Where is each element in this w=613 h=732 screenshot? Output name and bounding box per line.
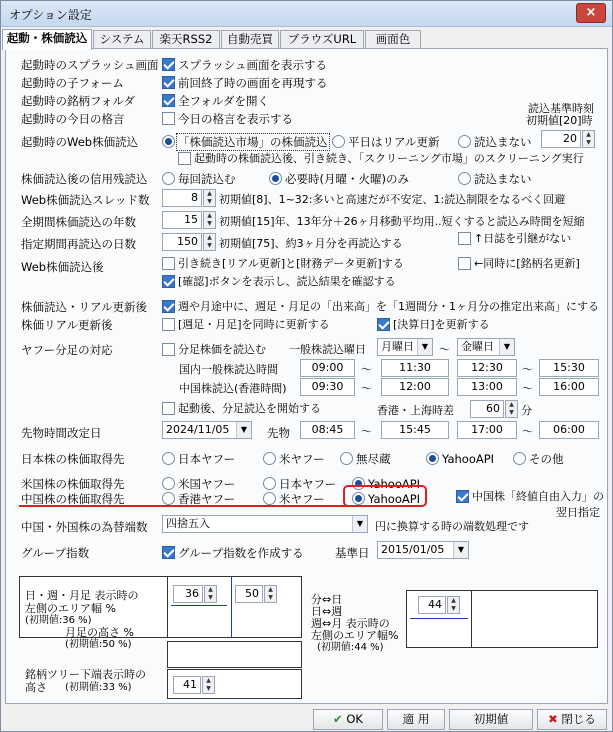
credit-every-radio-label: 毎回読込む [178, 172, 236, 186]
motto-label: 起動時の今日の格言 [21, 112, 125, 126]
basetime-spinner[interactable]: ▲ ▼ [582, 130, 595, 148]
right-t5: (初期値:44 %) [317, 642, 384, 653]
web-startup-label: 起動時のWeb株価読込 [21, 135, 139, 149]
month-height-input[interactable]: 50 [235, 585, 263, 603]
init-button[interactable]: 初期値 [449, 709, 533, 730]
ok-label: OK [346, 712, 363, 726]
tilde: ～ [361, 425, 372, 438]
years-spinner[interactable]: ▲ ▼ [203, 211, 216, 229]
jp-other-radio[interactable] [513, 452, 526, 465]
web-realtime-radio[interactable] [332, 135, 345, 148]
base-date-value: 2015/01/05 [381, 543, 445, 556]
domestic-t3[interactable]: 12:30 [457, 359, 517, 377]
web-none-radio[interactable] [458, 135, 471, 148]
us-yahooapi-label: YahooAPI [368, 477, 421, 491]
fx-value: 四捨五入 [166, 517, 210, 530]
jp-yahooapi-label: YahooAPI [442, 452, 495, 466]
after-name-checkbox-label: ←同時に[銘柄名更新] [474, 257, 580, 270]
thread-input[interactable]: 8 [162, 189, 202, 207]
width-arrow [171, 605, 227, 606]
days-label: 指定期間再読込の日数 [21, 237, 136, 251]
confirm-checkbox[interactable] [162, 275, 175, 288]
futures-word: 先物 [267, 426, 290, 440]
tree-t2: 高さ [25, 681, 47, 694]
group-label: グループ指数 [21, 546, 90, 560]
china-t3[interactable]: 13:00 [457, 378, 517, 396]
x-icon: ✖ [548, 712, 558, 726]
tree-height-spinner[interactable]: ▲ ▼ [202, 676, 215, 694]
china-t1[interactable]: 09:30 [300, 378, 355, 396]
folder-checkbox[interactable] [162, 94, 175, 107]
chevron-down-icon: ▼ [352, 516, 367, 532]
height-arrow [231, 576, 232, 638]
tree-t3: (初期値:33 %) [65, 682, 132, 693]
futures-date-value: 2024/11/05 [166, 423, 230, 436]
tab-bar [1, 29, 612, 49]
cn-close-input-label: 中国株「終値自由入力」の [472, 490, 604, 503]
splash-label: 起動時のスプラッシュ画面 [21, 58, 159, 72]
tab-browse-url[interactable]: ブラウズURL [280, 30, 364, 48]
after-realtime-checkbox[interactable] [162, 257, 175, 270]
credit-none-radio-label: 読込まない [474, 172, 532, 186]
days-input[interactable]: 150 [162, 233, 202, 251]
credit-label: 株価読込後の信用残読込 [21, 172, 148, 186]
diary-checkbox[interactable] [458, 232, 471, 245]
credit-every-radio[interactable] [162, 172, 175, 185]
group-checkbox-label: グループ指数を作成する [178, 546, 304, 560]
web-none-radio-label: 読込まない [474, 135, 532, 149]
left-init1: (初期値:36 %) [25, 615, 92, 626]
cn-next-day-label: 翌日指定 [556, 506, 600, 519]
after-name-checkbox[interactable] [458, 257, 471, 270]
domestic-time-label: 国内一般株読込時間 [179, 363, 278, 376]
weekday-from-value: 月曜日 [381, 340, 414, 353]
folder-checkbox-label: 全フォルダを開く [178, 94, 269, 108]
tilde: ～ [522, 382, 533, 395]
highlight-underline [19, 505, 419, 507]
minute-start-checkbox-label: 起動後、分足読込を開始する [178, 402, 321, 415]
title-bar [1, 1, 612, 27]
web-realtime-radio-label: 平日はリアル更新 [348, 135, 440, 149]
yahoo-label: ヤフー分足の対応 [21, 343, 113, 357]
credit-none-radio[interactable] [458, 172, 471, 185]
cn-close-input-checkbox[interactable] [456, 490, 469, 503]
splash-checkbox[interactable] [162, 58, 175, 71]
jp-yahooapi-radio[interactable] [426, 452, 439, 465]
minute-start-checkbox[interactable] [162, 402, 175, 415]
jp-yahoojp-radio[interactable] [162, 452, 175, 465]
minute-checkbox[interactable] [162, 343, 175, 356]
childform-checkbox[interactable] [162, 76, 175, 89]
screening-checkbox[interactable] [178, 152, 191, 165]
hk-diff-spinner[interactable]: ▲ ▼ [505, 400, 518, 418]
diary-checkbox-label: ↑日誌を引継がない [474, 232, 572, 245]
tree-height-input[interactable]: 41 [173, 676, 201, 694]
jp-yahoous-label: 米ヤフー [279, 452, 325, 466]
right-t3: 週⇔月 表示時の [311, 617, 390, 630]
highlight-oval [343, 485, 427, 507]
years-label: 全期間株価読込の年数 [21, 215, 136, 229]
folder-label: 起動時の銘柄フォルダ [21, 94, 135, 108]
right-t1: 分⇔日 [311, 593, 343, 606]
weekday-from-select[interactable] [377, 338, 433, 356]
motto-checkbox[interactable] [162, 112, 175, 125]
fx-label: 中国・外国株の為替端数 [21, 520, 148, 534]
cn-yahooapi-label: YahooAPI [368, 492, 421, 506]
us-yahoojp-radio[interactable] [263, 477, 276, 490]
jp-mujinzo-radio[interactable] [340, 452, 353, 465]
credit-needed-radio-label: 必要時(月曜・火曜)のみ [285, 172, 409, 186]
chevron-down-icon: ▼ [453, 542, 468, 558]
apply-button[interactable]: 適 用 [387, 709, 445, 730]
tilde: ～ [522, 363, 533, 376]
jp-source-label: 日本株の株価取得先 [21, 452, 125, 466]
years-input[interactable]: 15 [162, 211, 202, 229]
hk-diff-unit: 分 [521, 404, 532, 417]
hk-diff-input[interactable]: 60 [470, 400, 504, 418]
left-h2: (初期値:50 %) [65, 639, 132, 650]
left-width-input[interactable]: 36 [173, 585, 203, 603]
tilde: ～ [361, 363, 372, 376]
domestic-t4[interactable]: 15:30 [539, 359, 599, 377]
close-icon[interactable]: × [576, 3, 606, 23]
futures-label: 先物時間改定日 [21, 426, 102, 440]
cn-yahoohk-label: 香港ヤフー [178, 492, 236, 506]
futures-t1[interactable]: 08:45 [300, 421, 355, 439]
volume-estimate-checkbox[interactable] [162, 300, 175, 313]
tab-system[interactable]: システム [93, 30, 151, 48]
tab-startup[interactable]: 起動・株価読込 [2, 29, 92, 50]
thread-note: 初期値[8]、1~32:多いと高速だが不安定、1:読込制限をなるべく回避 [219, 193, 566, 206]
settlement-checkbox-label: [決算日]を更新する [393, 318, 490, 331]
screening-checkbox-label: 起動時の株価読込後、引き続き、「スクリーニング市場」のスクリーニング実行 [194, 152, 584, 165]
us-source-label: 米国株の株価取得先 [21, 477, 125, 491]
us-yahoous-label: 米国ヤフー [178, 477, 236, 491]
web-market-radio-label: 「株価読込市場」の株価読込 [178, 135, 328, 149]
minute-width-arrow [410, 618, 468, 619]
weekday-label: 一般株読込曜日 [289, 343, 366, 356]
left-width-spinner[interactable]: ▲ ▼ [204, 585, 217, 603]
after-realtime-checkbox-label: 引き続き[リアル更新]と[財務データ更新]する [178, 257, 404, 270]
left-title1: 日・週・月足 表示時の [25, 589, 139, 602]
china-t4[interactable]: 16:00 [539, 378, 599, 396]
thread-label: Web株価読込スレッド数 [21, 193, 150, 207]
tilde: ～ [439, 343, 450, 356]
jp-yahoojp-label: 日本ヤフー [178, 452, 236, 466]
childform-label: 起動時の子フォーム [21, 76, 124, 90]
realupd-label: 株価リアル更新後 [21, 318, 113, 332]
domestic-t2[interactable]: 11:30 [381, 359, 449, 377]
right-t4: 左側のエリア幅% [311, 629, 399, 642]
tab-autotrade[interactable]: 自動売買 [221, 30, 279, 48]
futures-t3[interactable]: 17:00 [457, 421, 517, 439]
basetime-note: 読込基準時刻 [528, 102, 594, 115]
volume-estimate-checkbox-label: 週や月途中に、週足・月足の「出来高」を「1週間分・1ヶ月分の推定出来高」にする [178, 300, 599, 313]
real-label: 株価読込・リアル更新後 [21, 300, 148, 314]
futures-t2[interactable]: 15:45 [381, 421, 449, 439]
childform-checkbox-label: 前回終了時の画面を再現する [178, 76, 328, 90]
minute-width-input[interactable]: 44 [418, 596, 446, 614]
thread-spinner[interactable]: ▲ ▼ [203, 189, 216, 207]
weekday-to-select[interactable] [457, 338, 515, 356]
weekday-to-value: 金曜日 [461, 340, 494, 353]
confirm-checkbox-label: [確認]ボタンを表示し、読込結果を確認する [178, 275, 396, 288]
jp-other-label: その他 [529, 452, 564, 466]
minute-checkbox-label: 分足株価を読込む [178, 343, 266, 356]
fx-note: 円に換算する時の端数処理です [375, 520, 529, 533]
month-height-spinner[interactable]: ▲ ▼ [264, 585, 277, 603]
futures-date-picker[interactable] [162, 421, 252, 439]
tab-screen-color[interactable]: 画面色 [365, 30, 421, 48]
basetime-input[interactable]: 20 [541, 130, 581, 148]
hk-diff-label: 香港・上海時差 [377, 404, 454, 417]
days-spinner[interactable]: ▲ ▼ [203, 233, 216, 251]
motto-checkbox-label: 今日の格言を表示する [178, 112, 293, 126]
group-checkbox[interactable] [162, 546, 175, 559]
domestic-t1[interactable]: 09:00 [300, 359, 355, 377]
cn-yahoous-radio[interactable] [263, 492, 276, 505]
days-note: 初期値[75]、約3ヶ月分を再読込する [219, 237, 403, 250]
spacer [19, 638, 302, 639]
ok-button[interactable] [313, 709, 383, 730]
china-time-label: 中国株読込(香港時間) [179, 382, 287, 395]
window-title: オプション設定 [9, 8, 92, 22]
weekmonth-checkbox[interactable] [162, 318, 175, 331]
chevron-down-icon: ▼ [417, 339, 432, 355]
tilde: ～ [522, 425, 533, 438]
chevron-down-icon: ▼ [236, 422, 251, 438]
web-market-radio[interactable] [162, 135, 175, 148]
jp-yahoous-radio[interactable] [263, 452, 276, 465]
base-date-label: 基準日 [335, 546, 370, 560]
splash-checkbox-label: スプラッシュ画面を表示する [178, 58, 328, 72]
minute-width-spinner[interactable]: ▲ ▼ [447, 596, 460, 614]
weekmonth-checkbox-label: [週足・月足]を同時に更新する [178, 318, 330, 331]
base-date-picker[interactable] [377, 541, 469, 559]
close-label: 閉じる [561, 712, 596, 726]
tilde: ～ [361, 382, 372, 395]
cn-source-label: 中国株の株価取得先 [21, 492, 125, 506]
basetime-init-note: 初期値[20]時 [526, 114, 593, 127]
left-title2: 左側のエリア幅 % [25, 602, 116, 615]
us-yahoojp-label: 日本ヤフー [279, 477, 337, 491]
after-label: Web株価読込後 [21, 260, 104, 274]
years-note: 初期値[15]年、13年分＋26ヶ月移動平均用..短くすると読込み時間を短縮 [219, 215, 585, 228]
right-t2: 日⇔週 [311, 605, 343, 618]
close-button[interactable] [537, 709, 607, 730]
tree-t1: 銘柄ツリー下端表示時の [25, 668, 146, 681]
futures-t4[interactable]: 06:00 [539, 421, 599, 439]
jp-mujinzo-label: 無尽蔵 [356, 452, 391, 466]
china-t2[interactable]: 12:00 [381, 378, 449, 396]
chevron-down-icon: ▼ [499, 339, 514, 355]
minute-layout-divider [471, 590, 472, 648]
left-h1: 月足の高さ % [65, 626, 134, 639]
settlement-checkbox[interactable] [377, 318, 390, 331]
cn-yahoous-label: 米ヤフー [279, 492, 325, 506]
us-yahoous-radio[interactable] [162, 477, 175, 490]
fx-select[interactable] [162, 515, 368, 533]
credit-needed-radio[interactable] [269, 172, 282, 185]
cn-yahoohk-radio[interactable] [162, 492, 175, 505]
month-area-box [167, 641, 302, 668]
tab-rss2[interactable]: 楽天RSS2 [152, 30, 220, 48]
check-icon: ✔ [333, 712, 343, 726]
